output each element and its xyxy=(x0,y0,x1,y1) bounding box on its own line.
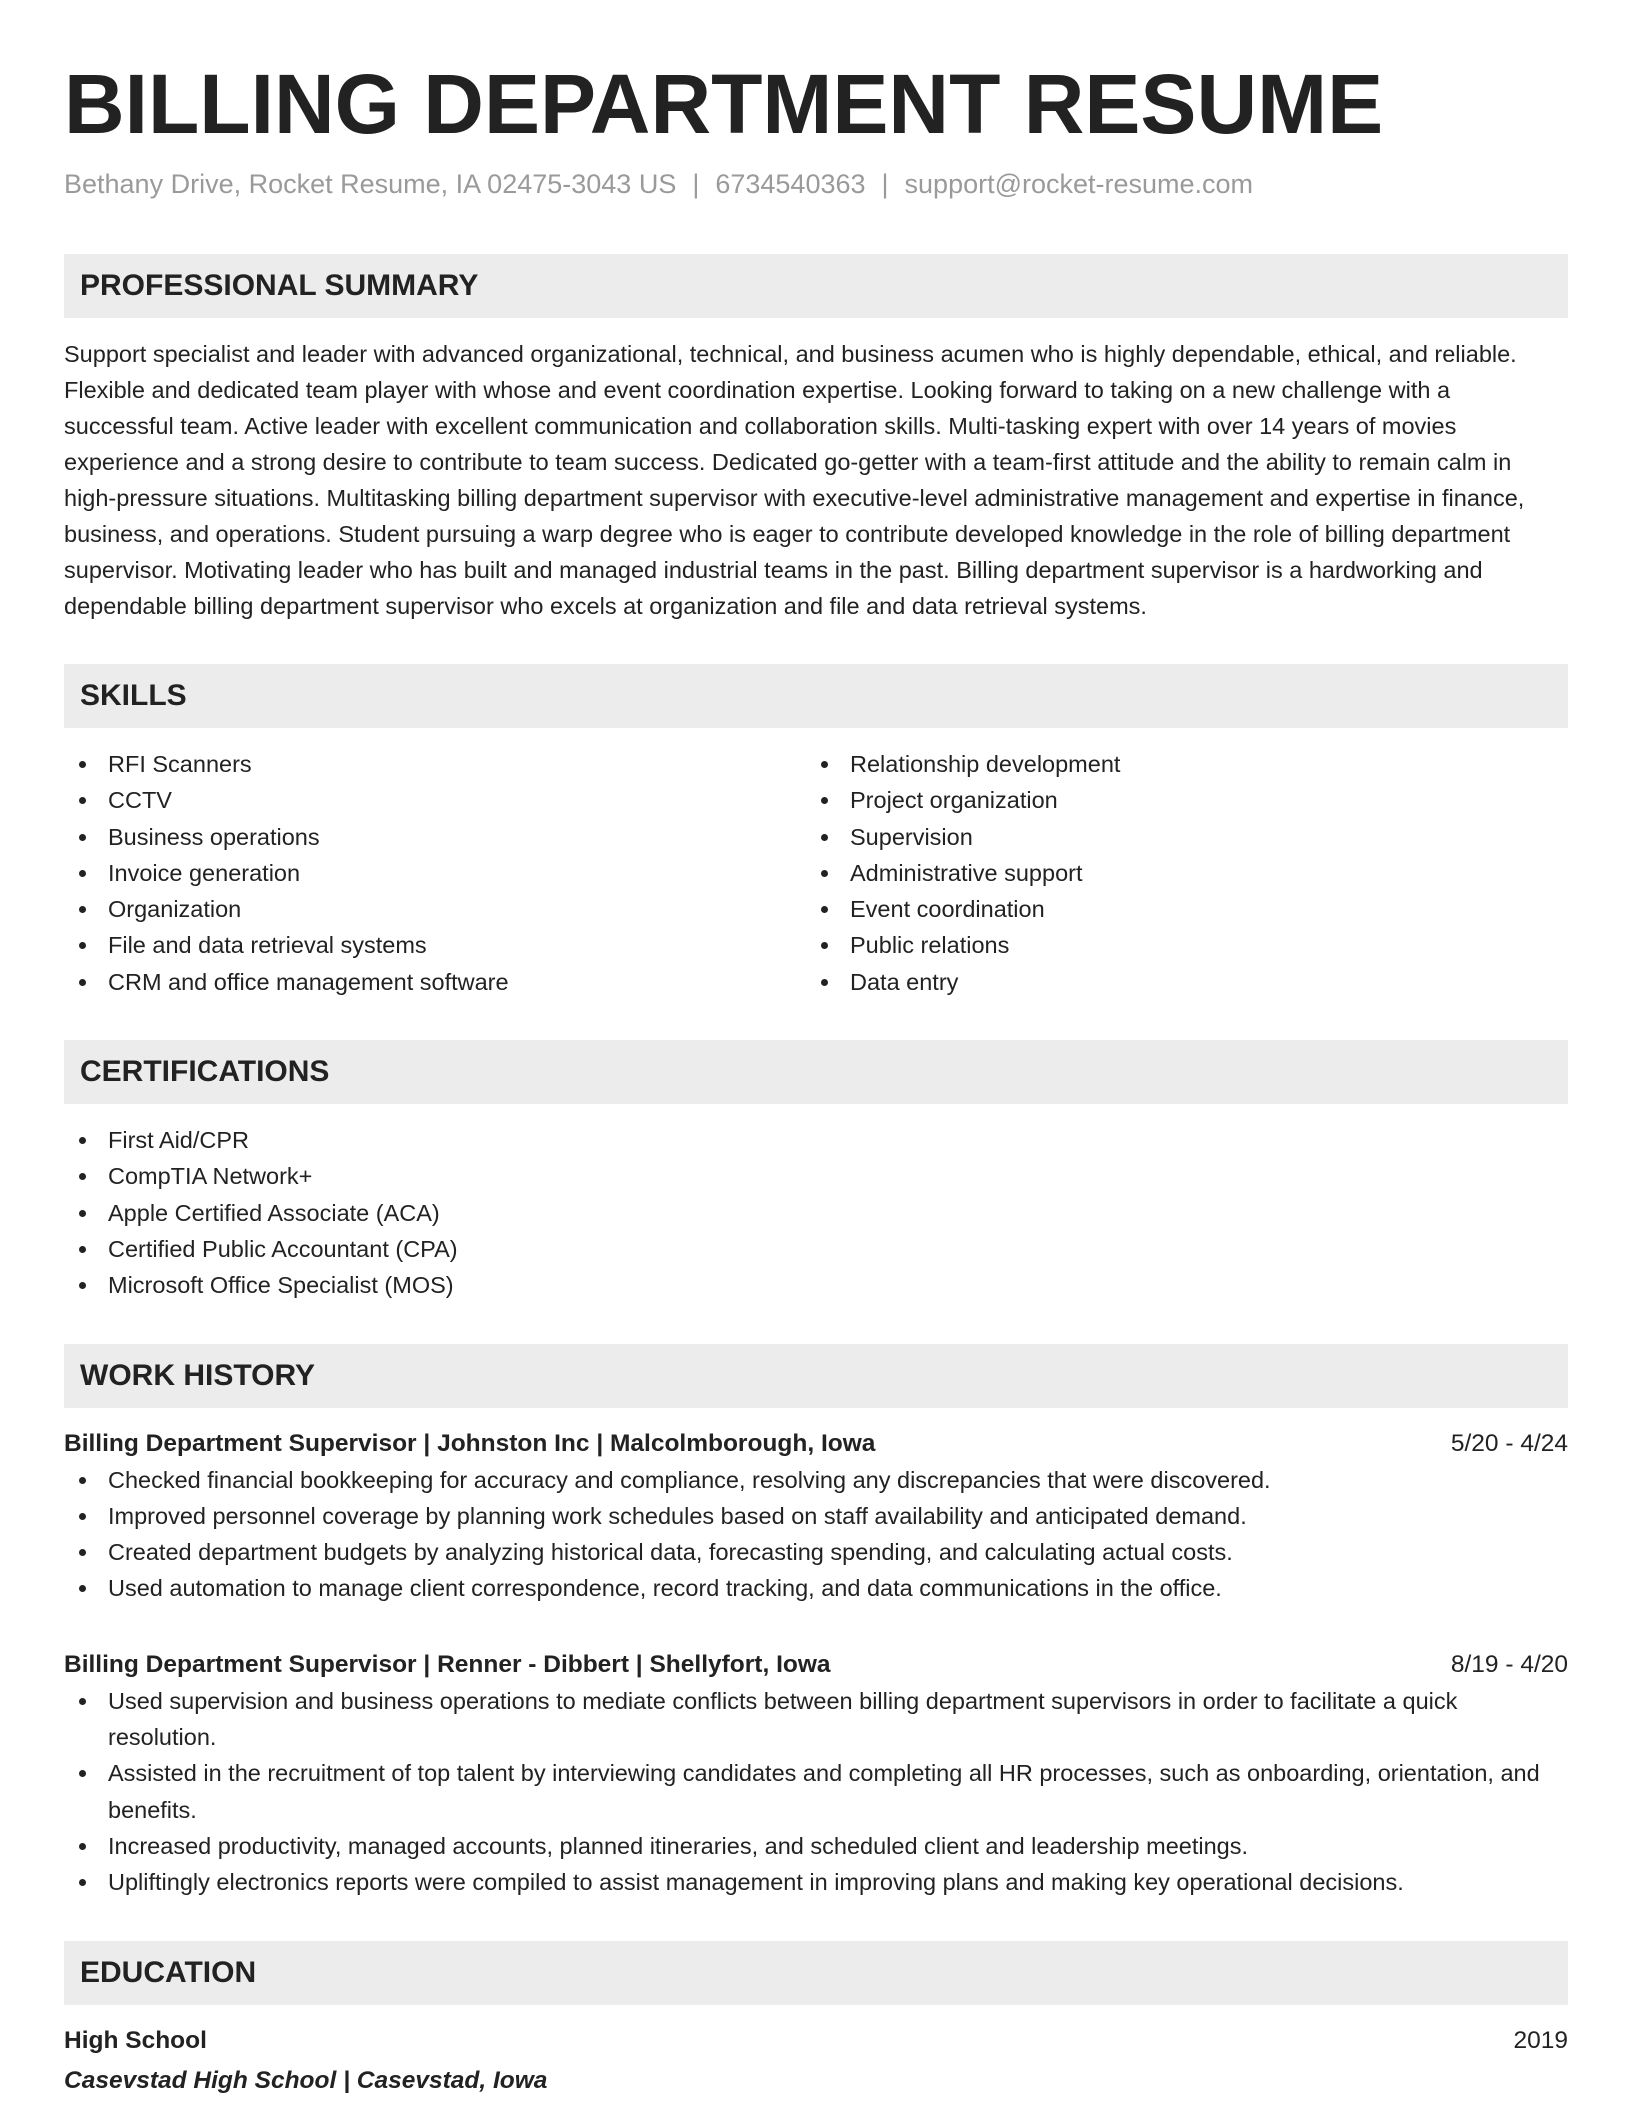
skills-columns xyxy=(64,746,1568,1000)
job-bullet: Increased productivity, managed accounts, planned itineraries, and scheduled client and leadership meetings. xyxy=(64,1828,1568,1864)
job-dates: 5/20 - 4/24 xyxy=(1450,1429,1568,1457)
job-bullet: Checked financial bookkeeping for accuracy and compliance, resolving any discrepancies that were discovered. xyxy=(64,1462,1568,1498)
certifications-list xyxy=(64,1122,1568,1303)
education-year: 2019 xyxy=(1513,2026,1568,2054)
certification-item: First Aid/CPR xyxy=(64,1122,1568,1158)
section-heading-education: EDUCATION xyxy=(64,1941,1568,2005)
job-entry xyxy=(64,1426,1568,1607)
section-heading-work-history: WORK HISTORY xyxy=(64,1344,1568,1408)
contact-line xyxy=(64,166,1568,202)
section-heading-skills: SKILLS xyxy=(64,664,1568,728)
section-heading-summary: PROFESSIONAL SUMMARY xyxy=(64,254,1568,318)
contact-email: support@rocket-resume.com xyxy=(904,169,1254,199)
education-section xyxy=(64,1941,1568,2099)
job-bullet: Used supervision and business operations to mediate conflicts between billing department supervisors in order to facilitate a quick resolution. xyxy=(64,1683,1568,1756)
skill-item: Invoice generation xyxy=(64,855,806,891)
contact-separator: | xyxy=(881,169,889,199)
job-bullet: Upliftingly electronics reports were compiled to assist management in improving plans and making key operational decisions. xyxy=(64,1864,1568,1900)
skill-item: Business operations xyxy=(64,819,806,855)
education-degree: High School xyxy=(64,2026,207,2054)
skill-item: RFI Scanners xyxy=(64,746,806,782)
job-entry xyxy=(64,1647,1568,1901)
job-bullet: Used automation to manage client correspondence, record tracking, and data communications in the office. xyxy=(64,1570,1568,1606)
job-title: Billing Department Supervisor | Johnston Inc | Malcolmborough, Iowa xyxy=(64,1429,876,1457)
skill-item: Public relations xyxy=(806,927,1548,963)
education-school: Casevstad High School | Casevstad, Iowa xyxy=(64,2066,548,2094)
summary-text: Support specialist and leader with advanced organizational, technical, and business acumen who is highly dependable, ethical, and reliable. Flexible and dedicated team player with whose and event coordination expertise. Looking forward to taking on a new challenge with a successful team. Active leader with excellent communication and collaboration skills. Multi-tasking expert with over 14 years of movies experience and a strong desire to contribute to team success. Dedicated go-getter with a team-first attitude and the ability to remain calm in high-pressure situations. Multitasking billing department supervisor with executive-level administrative management and expertise in finance, business, and operations. Student pursuing a warp degree who is eager to contribute developed knowledge in the role of billing department supervisor. Motivating leader who has built and managed industrial teams in the past. Billing department supervisor is a hardworking and dependable billing department supervisor who excels at organization and file and data retrieval systems. xyxy=(64,341,1525,619)
contact-phone: 6734540363 xyxy=(715,169,866,199)
skill-item: Supervision xyxy=(806,819,1548,855)
job-bullet: Created department budgets by analyzing historical data, forecasting spending, and calculating actual costs. xyxy=(64,1534,1568,1570)
job-bullet: Assisted in the recruitment of top talent by interviewing candidates and completing all HR processes, such as onboarding, orientation, and benefits. xyxy=(64,1755,1568,1828)
skill-item: Event coordination xyxy=(806,891,1548,927)
job-bullet: Improved personnel coverage by planning work schedules based on staff availability and anticipated demand. xyxy=(64,1498,1568,1534)
job-title: Billing Department Supervisor | Renner - Dibbert | Shellyfort, Iowa xyxy=(64,1650,831,1678)
job-dates: 8/19 - 4/20 xyxy=(1450,1650,1568,1678)
job-header xyxy=(64,1426,1568,1462)
certification-item: Apple Certified Associate (ACA) xyxy=(64,1195,1568,1231)
summary-section xyxy=(64,254,1568,624)
skill-item: CRM and office management software xyxy=(64,964,806,1000)
contact-address: Bethany Drive, Rocket Resume, IA 02475-3043 US xyxy=(64,169,677,199)
skill-item: Data entry xyxy=(806,964,1548,1000)
skills-list-right xyxy=(806,746,1548,1000)
skills-column-right xyxy=(806,746,1548,1000)
skill-item: File and data retrieval systems xyxy=(64,927,806,963)
contact-separator: | xyxy=(692,169,700,199)
skill-item: Project organization xyxy=(806,782,1548,818)
certification-item: Certified Public Accountant (CPA) xyxy=(64,1231,1568,1267)
skill-item: Relationship development xyxy=(806,746,1548,782)
skill-item: CCTV xyxy=(64,782,806,818)
skills-list-left xyxy=(64,746,806,1000)
job-bullets xyxy=(64,1462,1568,1607)
skills-column-left xyxy=(64,746,806,1000)
certifications-section xyxy=(64,1040,1568,1303)
education-header xyxy=(64,2023,1568,2059)
work-history-section xyxy=(64,1344,1568,1901)
certification-item: CompTIA Network+ xyxy=(64,1158,1568,1194)
section-heading-certifications: CERTIFICATIONS xyxy=(64,1040,1568,1104)
resume-title: BILLING DEPARTMENT RESUME xyxy=(64,57,1384,151)
skills-section xyxy=(64,664,1568,1000)
certification-item: Microsoft Office Specialist (MOS) xyxy=(64,1267,1568,1303)
job-header xyxy=(64,1647,1568,1683)
job-bullets xyxy=(64,1683,1568,1901)
skill-item: Administrative support xyxy=(806,855,1548,891)
skill-item: Organization xyxy=(64,891,806,927)
